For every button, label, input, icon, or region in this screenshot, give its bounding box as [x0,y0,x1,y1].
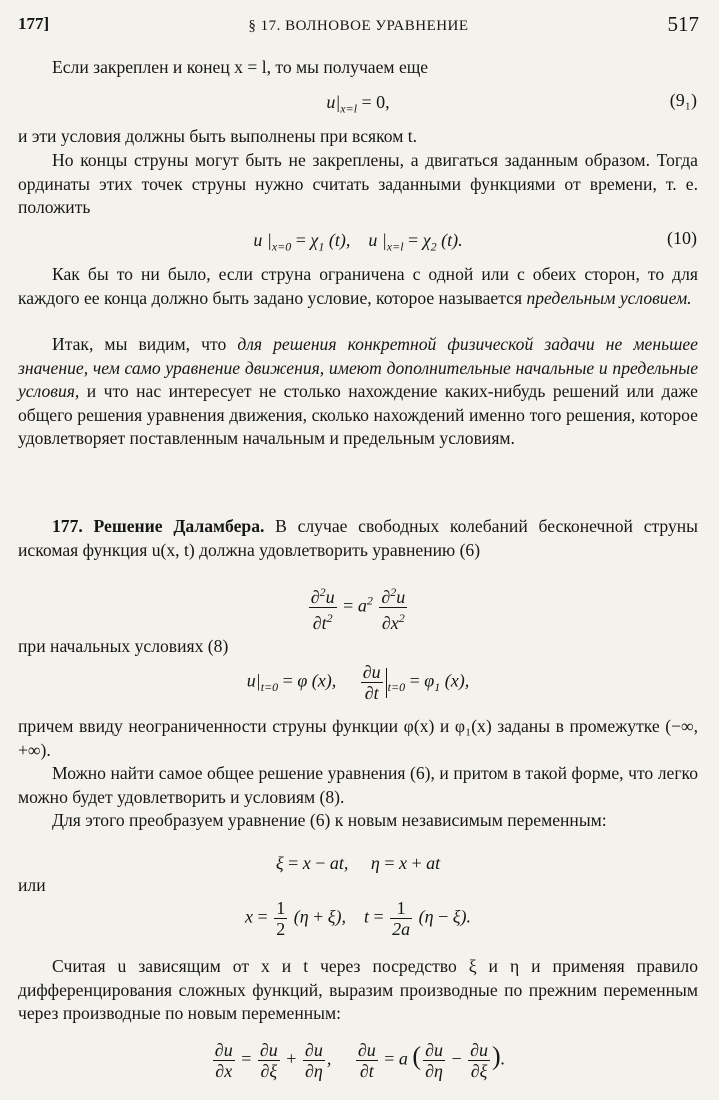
equation-9-1: $u|_{x=l} = 0$, [326,92,390,116]
paragraph-3: Но концы струны могут быть не закреплены, а двигаться заданным образом. Тогда ординаты этих точек струны нужно считать заданными функциями от времени, т. е. положить [18,150,698,217]
running-title: § 17. ВОЛНОВОЕ УРАВНЕНИЕ [248,18,469,34]
equation-10-label: (10) [667,228,697,248]
equation-inverse: x = $\frac{1}{2}$ (η + ξ), t = $\frac{1}{2a}$ (η − ξ). [245,898,471,939]
equation-new-variables: ξ = x − at, η = x + at [275,853,441,873]
paragraph-10: или [18,875,46,895]
section-177 [18,515,698,562]
paragraph-2: и эти условия должны быть выполнены при всяком t. [18,126,418,146]
equation-derivatives: $\frac{\partial u}{\partial x}$ = $\frac{\partial u}{\partial\xi}$ + $\frac{\partial u}{\partial\eta}$ , $\frac{\partial u}{\partial t}$ = a ( $\frac{\partial u}{\partial\eta}$ − $\frac{\partial u}{\partial\xi}$ ). [214,1040,506,1081]
paragraph-7: причем ввиду неограниченности струны функции φ(x) и φ₁(x) заданы в промежутке (−∞, +∞). [18,716,698,760]
paragraph-5-lead: Итак, мы видим, что [52,334,238,354]
paragraph-11: Считая u зависящим от x и t через посредство ξ и η и применяя правило дифференцирования сложных функций, выразим производные по прежним переменным через производные по новым переменным: [18,956,698,1023]
section-number: 177] [18,14,50,33]
paragraph-5 [18,333,698,451]
page-number: 517 [667,12,699,36]
page-header [18,12,699,42]
term-boundary-condition: предельным условием. [526,287,692,308]
paragraph-5-rest: и что нас интересует не столько нахождение каких-нибудь решений или даже общего решения уравнения движения, сколько нахождений именно того решения, которое удовлетворяет поставленным начальным и предельным условиям. [18,381,698,448]
equation-10: u $|_{x=0} = \chi_1$ (t), u $|_{x=l} = \chi_2$ (t). [253,230,463,254]
equation-wave: $\frac{\partial^2u}{\partial t^2}$ = $a^2$ $\frac{\partial^2u}{\partial x^2}$ [18,582,698,633]
paragraph-9: Для этого преобразуем уравнение (6) к новым независимым переменным: [52,810,607,830]
paragraph-4-text: Как бы то ни было, если струна ограничена с одной или с обеих сторон, то для каждого ее конца должно быть задано условие, которое называется [18,264,698,308]
equation-initial-conditions: $u|_{t=0} = \varphi$ (x), $\frac{\partial u}{\partial t}$ $_{t=0} = \varphi_1$ (x), [246,662,470,703]
section-177-text: В случае свободных колебаний бесконечной струны искомая функция u(x, t) должна удовлетворить уравнению (6) [18,516,699,560]
paragraph-4 [18,263,698,310]
section-177-title: 177. Решение Даламбера. [52,516,265,536]
paragraph-5-emphasis: для решения конкретной физической задачи не меньшее значение, чем само уравнение движения, имеют дополнительные начальные и предельные условия, [18,334,698,401]
paragraph-8: Можно найти самое общее решение уравнения (6), и притом в такой форме, что легко можно будет удовлетворить и условиям (8). [18,763,698,807]
paragraph-1: Если закреплен и конец x = l, то мы получаем еще [52,57,429,77]
equation-9-1-label: (9₁) [669,90,697,110]
paragraph-6: при начальных условиях (8) [18,636,229,656]
